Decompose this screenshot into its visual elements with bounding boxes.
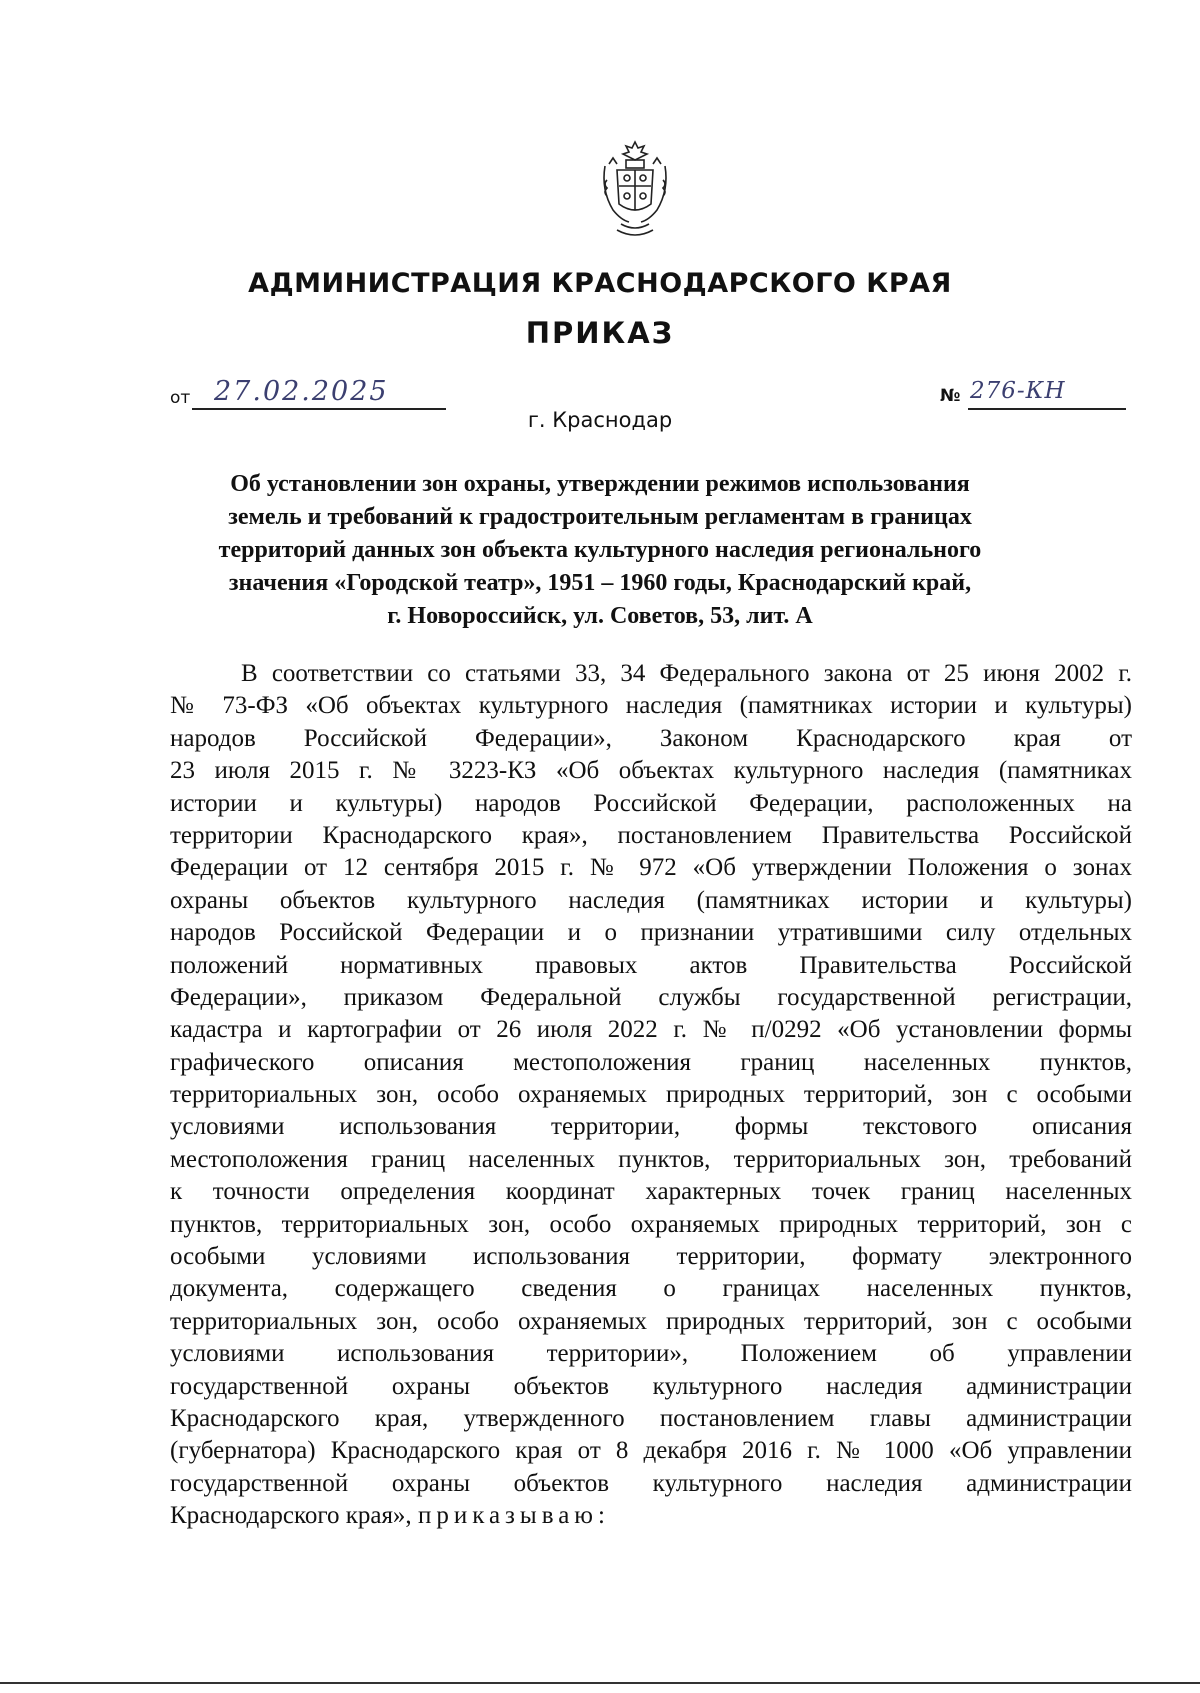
organization-title: АДМИНИСТРАЦИЯ КРАСНОДАРСКОГО КРАЯ <box>248 268 952 299</box>
closing-emphasis: приказываю: <box>417 1502 610 1530</box>
body-line: территориальных зон, особо охраняемых природных территорий, зон с особыми <box>170 1081 1132 1109</box>
body-line: территориальных зон, особо охраняемых природных территорий, зон с особыми <box>170 1307 1132 1335</box>
city: г. Краснодар <box>527 408 673 432</box>
handwritten-date: 27.02.2025 <box>214 376 389 407</box>
subject-line: территорий данных зон объекта культурного наследия регионального <box>218 537 982 563</box>
body-line: к точности определения координат характерных точек границ населенных <box>170 1178 1132 1206</box>
body-line: Федерации», приказом Федеральной службы государственной регистрации, <box>170 983 1132 1011</box>
body-line: условиями использования территории, формы текстового описания <box>170 1113 1132 1141</box>
body-line: пунктов, территориальных зон, особо охраняемых природных территорий, зон с <box>170 1210 1132 1238</box>
date-prefix: от <box>170 388 191 408</box>
body-line: графического описания местоположения границ населенных пунктов, <box>170 1048 1132 1076</box>
body-line: истории и культуры) народов Российской Федерации, расположенных на <box>170 789 1132 817</box>
body-line: В соответствии со статьями 33, 34 Федерального закона от 25 июня 2002 г. <box>241 660 1132 687</box>
bottom-scan-line <box>0 1682 1200 1684</box>
body-line: положений нормативных правовых актов Правительства Российской <box>170 951 1132 979</box>
body-line: территории Краснодарского края», постановлением Правительства Российской <box>170 821 1132 849</box>
number-prefix: № <box>940 386 961 406</box>
body-line: Краснодарского края, утвержденного постановлением главы администрации <box>170 1404 1132 1432</box>
subject-heading <box>200 468 1000 633</box>
subject-line: земель и требований к градостроительным регламентам в границах <box>228 504 972 530</box>
subject-line: г. Новороссийск, ул. Советов, 53, лит. А <box>387 603 813 629</box>
handwritten-number: 276-КН <box>970 378 1066 404</box>
closing-line <box>170 1500 1132 1532</box>
body-line: местоположения границ населенных пунктов, территориальных зон, требований <box>170 1145 1132 1173</box>
body-line: кадастра и картографии от 26 июля 2022 г. № п/0292 «Об установлении формы <box>170 1016 1132 1044</box>
body-line: документа, содержащего сведения о границах населенных пунктов, <box>170 1275 1132 1303</box>
body-line: государственной охраны объектов культурного наследия администрации <box>170 1469 1132 1497</box>
coat-of-arms-emblem <box>599 140 671 242</box>
body-paragraph <box>170 658 1132 1533</box>
body-line: Федерации от 12 сентября 2015 г. № 972 «Об утверждении Положения о зонах <box>170 854 1132 882</box>
body-line: государственной охраны объектов культурного наследия администрации <box>170 1372 1132 1400</box>
body-line: охраны объектов культурного наследия (памятниках истории и культуры) <box>170 886 1132 914</box>
body-line: народов Российской Федерации», Законом Краснодарского края от <box>170 724 1132 752</box>
body-line: 23 июля 2015 г. № 3223-КЗ «Об объектах культурного наследия (памятниках <box>170 757 1132 785</box>
body-line: (губернатора) Краснодарского края от 8 декабря 2016 г. № 1000 «Об управлении <box>170 1437 1132 1465</box>
subject-line: Об установлении зон охраны, утверждении режимов использования <box>230 471 970 497</box>
body-line: условиями использования территории», Положением об управлении <box>170 1340 1132 1368</box>
document-type: ПРИКАЗ <box>525 316 675 350</box>
body-line: особыми условиями использования территории, формату электронного <box>170 1243 1132 1271</box>
subject-line: значения «Городской театр», 1951 – 1960 годы, Краснодарский край, <box>228 570 972 596</box>
body-line: народов Российской Федерации и о признании утратившими силу отдельных <box>170 919 1132 947</box>
closing-prefix: Краснодарского края», <box>170 1502 412 1530</box>
body-line: № 73-ФЗ «Об объектах культурного наследия (памятниках истории и культуры) <box>170 692 1132 720</box>
